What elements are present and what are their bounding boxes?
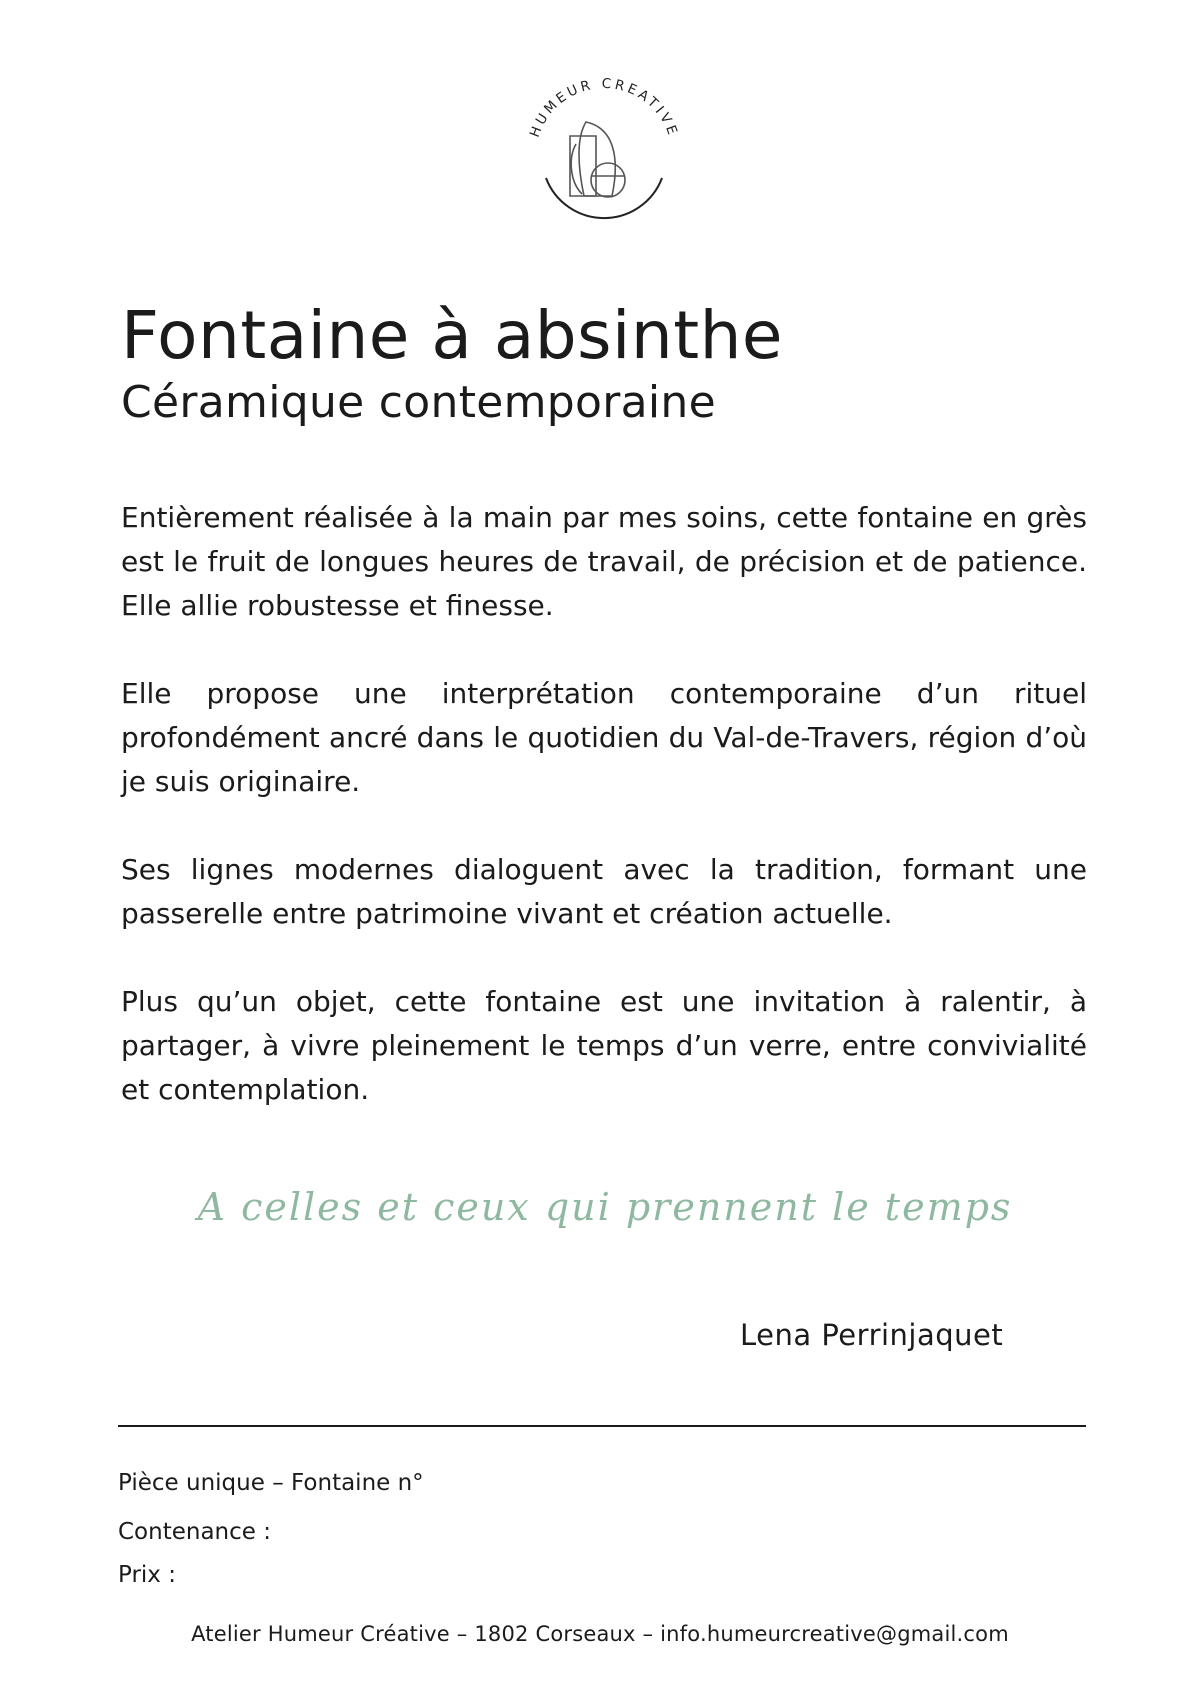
author-name: Lena Perrinjaquet bbox=[740, 1318, 1004, 1352]
paragraph-2: Elle propose une interprétation contemporaine d’un rituel profondément ancré dans le quotidien du Val-de-Travers, région d’où je suis originaire. bbox=[121, 677, 1087, 798]
divider bbox=[118, 1425, 1086, 1427]
dedication-handwriting bbox=[197, 1180, 1013, 1260]
capacity-label: Contenance : bbox=[118, 1519, 271, 1545]
page-title: Fontaine à absinthe bbox=[121, 297, 784, 374]
page-subtitle: Céramique contemporaine bbox=[121, 376, 716, 428]
footer-contact: Atelier Humeur Créative – 1802 Corseaux – info.humeurcreative@gmail.com bbox=[191, 1622, 1009, 1646]
svg-text:A celles et ceux qui prennent: A celles et ceux qui prennent le temps bbox=[197, 1185, 1013, 1229]
piece-number-label: Pièce unique – Fontaine n° bbox=[118, 1470, 424, 1496]
vases-icon bbox=[570, 122, 625, 197]
body-text bbox=[121, 496, 1087, 1156]
paragraph-4: Plus qu’un objet, cette fontaine est une invitation à ralentir, à partager, à vivre pleinement le temps d’un verre, entre convivialité et contemplation. bbox=[121, 985, 1087, 1106]
price-label: Prix : bbox=[118, 1562, 176, 1588]
logo-brand-text: HUMEUR CREATIVE bbox=[526, 78, 682, 140]
title-block bbox=[121, 297, 1081, 429]
humeur-creative-logo bbox=[524, 78, 684, 238]
paragraph-3: Ses lignes modernes dialoguent avec la tradition, formant une passerelle entre patrimoine vivant et création actuelle. bbox=[121, 853, 1087, 930]
logo-arc bbox=[546, 178, 662, 218]
paragraph-1: Entièrement réalisée à la main par mes soins, cette fontaine en grès est le fruit de longues heures de travail, de précision et de patience. Elle allie robustesse et finesse. bbox=[121, 501, 1087, 622]
